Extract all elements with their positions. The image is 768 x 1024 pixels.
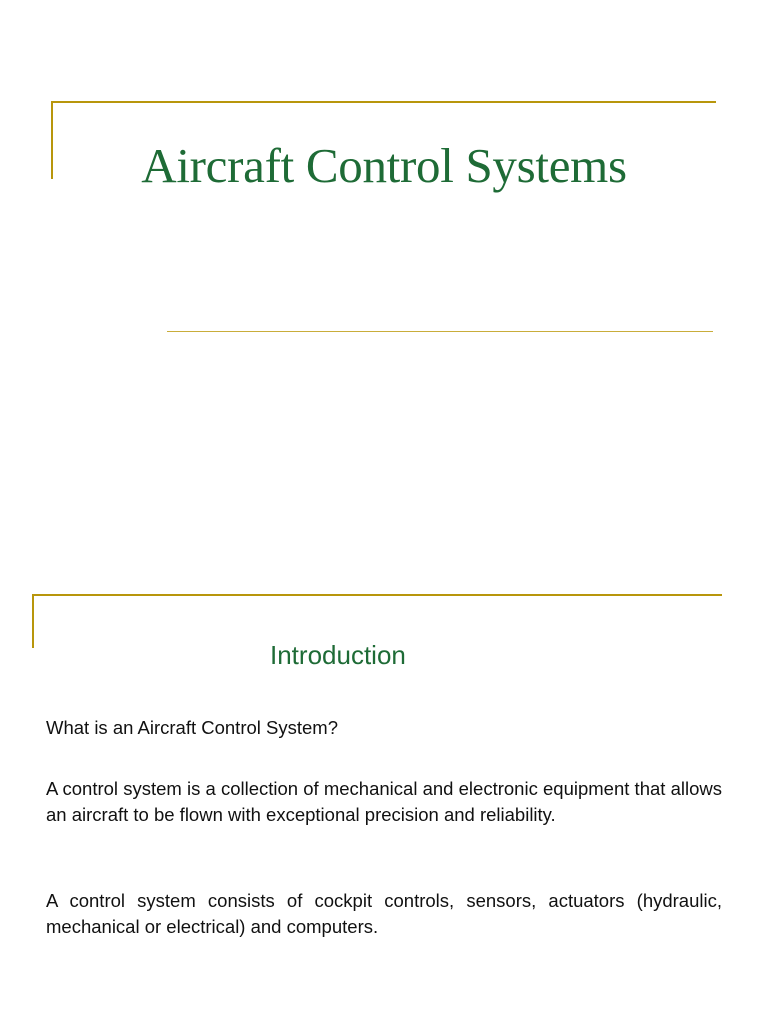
body-paragraph-question: What is an Aircraft Control System? [46, 717, 338, 738]
body-paragraph-definition: A control system is a collection of mechanical and electronic equipment that allows an aircraft to be flown with exceptional precision and reliability. [46, 778, 722, 825]
body-paragraph-components: A control system consists of cockpit controls, sensors, actuators (hydraulic, mechanical or electrical) and computers. [46, 890, 722, 937]
title-underline-rule [167, 331, 713, 332]
slide-heading: Introduction [270, 640, 406, 670]
introduction-slide [0, 540, 768, 1024]
slide-frame-left-rule [32, 594, 34, 648]
slide-frame-top-rule [51, 101, 716, 103]
slide-title: Aircraft Control Systems [141, 138, 627, 193]
slide-frame-top-rule [32, 594, 722, 596]
